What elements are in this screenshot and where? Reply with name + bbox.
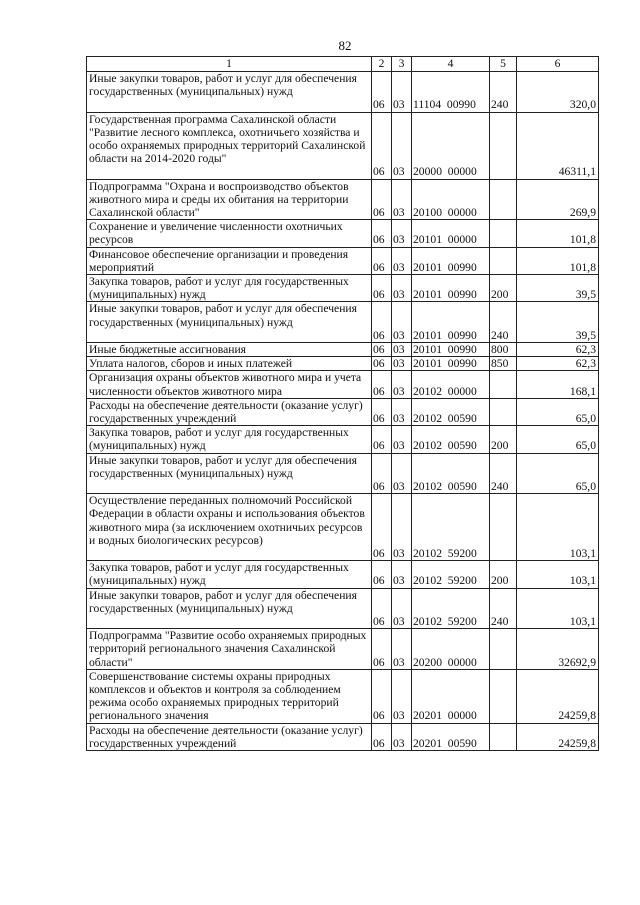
col-header-expense-type: 5 [490, 57, 517, 72]
row-target-code: 20102 00000 [412, 371, 490, 398]
table-row [87, 561, 599, 588]
row-expense-type: 240 [490, 588, 517, 629]
row-name: Подпрограмма "Развитие особо охраняемых природных территорий регионального значения Сахалинской области" [87, 629, 372, 670]
row-amount: 62,3 [517, 357, 599, 371]
row-expense-type [490, 247, 517, 274]
row-section: 06 [372, 72, 392, 113]
row-subsection: 03 [392, 669, 412, 723]
col-header-subsection: 3 [392, 57, 412, 72]
row-amount: 101,8 [517, 220, 599, 247]
row-target-code: 20100 00000 [412, 179, 490, 220]
col-header-amount: 6 [517, 57, 599, 72]
row-section: 06 [372, 247, 392, 274]
row-expense-type [490, 371, 517, 398]
row-subsection: 03 [392, 426, 412, 453]
row-name: Иные закупки товаров, работ и услуг для обеспечения государственных (муниципальных) нужд [87, 588, 372, 629]
row-target-code: 20102 59200 [412, 561, 490, 588]
row-target-code: 20102 00590 [412, 398, 490, 425]
table-row [87, 426, 599, 453]
row-expense-type: 200 [490, 426, 517, 453]
row-target-code: 11104 00990 [412, 72, 490, 113]
row-section: 06 [372, 220, 392, 247]
row-name: Закупка товаров, работ и услуг для государственных (муниципальных) нужд [87, 561, 372, 588]
row-target-code: 20102 59200 [412, 494, 490, 561]
row-amount: 168,1 [517, 371, 599, 398]
row-amount: 24259,8 [517, 723, 599, 750]
row-name: Расходы на обеспечение деятельности (оказание услуг) государственных учреждений [87, 723, 372, 750]
row-expense-type: 240 [490, 302, 517, 343]
row-amount: 65,0 [517, 426, 599, 453]
row-target-code: 20201 00590 [412, 723, 490, 750]
row-subsection: 03 [392, 588, 412, 629]
row-section: 06 [372, 275, 392, 302]
col-header-section: 2 [372, 57, 392, 72]
table-row [87, 398, 599, 425]
table-row [87, 275, 599, 302]
row-subsection: 03 [392, 275, 412, 302]
row-expense-type [490, 220, 517, 247]
row-section: 06 [372, 453, 392, 494]
row-section: 06 [372, 629, 392, 670]
row-amount: 39,5 [517, 275, 599, 302]
table-row [87, 371, 599, 398]
row-section: 06 [372, 112, 392, 179]
row-subsection: 03 [392, 398, 412, 425]
table-row [87, 357, 599, 371]
table-row [87, 494, 599, 561]
row-name: Иные бюджетные ассигнования [87, 343, 372, 357]
row-section: 06 [372, 723, 392, 750]
row-section: 06 [372, 343, 392, 357]
row-subsection: 03 [392, 302, 412, 343]
row-name: Финансовое обеспечение организации и проведения мероприятий [87, 247, 372, 274]
row-target-code: 20101 00000 [412, 220, 490, 247]
row-target-code: 20101 00990 [412, 275, 490, 302]
table-row [87, 302, 599, 343]
table-row [87, 179, 599, 220]
row-subsection: 03 [392, 247, 412, 274]
row-amount: 320,0 [517, 72, 599, 113]
row-subsection: 03 [392, 179, 412, 220]
page-number: 82 [338, 38, 352, 53]
row-name: Иные закупки товаров, работ и услуг для обеспечения государственных (муниципальных) нужд [87, 453, 372, 494]
table-row [87, 247, 599, 274]
table-row [87, 588, 599, 629]
row-expense-type [490, 179, 517, 220]
row-target-code: 20101 00990 [412, 247, 490, 274]
row-subsection: 03 [392, 561, 412, 588]
row-subsection: 03 [392, 357, 412, 371]
table-row [87, 220, 599, 247]
row-expense-type [490, 112, 517, 179]
row-amount: 65,0 [517, 398, 599, 425]
row-target-code: 20201 00000 [412, 669, 490, 723]
row-name: Закупка товаров, работ и услуг для государственных (муниципальных) нужд [87, 426, 372, 453]
row-expense-type: 240 [490, 72, 517, 113]
row-name: Уплата налогов, сборов и иных платежей [87, 357, 372, 371]
row-target-code: 20102 00590 [412, 426, 490, 453]
row-expense-type [490, 723, 517, 750]
row-amount: 46311,1 [517, 112, 599, 179]
row-amount: 103,1 [517, 494, 599, 561]
row-subsection: 03 [392, 220, 412, 247]
row-subsection: 03 [392, 494, 412, 561]
row-section: 06 [372, 426, 392, 453]
table-row [87, 112, 599, 179]
table-row [87, 723, 599, 750]
row-section: 06 [372, 302, 392, 343]
row-expense-type: 200 [490, 561, 517, 588]
row-amount: 65,0 [517, 453, 599, 494]
row-expense-type: 240 [490, 453, 517, 494]
table-row [87, 72, 599, 113]
row-name: Расходы на обеспечение деятельности (оказание услуг) государственных учреждений [87, 398, 372, 425]
table-row [87, 669, 599, 723]
row-section: 06 [372, 179, 392, 220]
row-target-code: 20102 59200 [412, 588, 490, 629]
row-section: 06 [372, 398, 392, 425]
row-target-code: 20101 00990 [412, 343, 490, 357]
row-amount: 269,9 [517, 179, 599, 220]
row-expense-type: 200 [490, 275, 517, 302]
row-name: Закупка товаров, работ и услуг для государственных (муниципальных) нужд [87, 275, 372, 302]
row-expense-type [490, 669, 517, 723]
row-subsection: 03 [392, 112, 412, 179]
row-section: 06 [372, 494, 392, 561]
row-target-code: 20200 00000 [412, 629, 490, 670]
budget-table [86, 56, 599, 751]
row-subsection: 03 [392, 72, 412, 113]
table-row [87, 453, 599, 494]
row-amount: 32692,9 [517, 629, 599, 670]
row-expense-type: 800 [490, 343, 517, 357]
row-expense-type [490, 629, 517, 670]
row-name: Подпрограмма "Охрана и воспроизводство объектов животного мира и среды их обитания на территории Сахалинской области" [87, 179, 372, 220]
row-amount: 103,1 [517, 588, 599, 629]
header-row [87, 57, 599, 72]
row-target-code: 20102 00590 [412, 453, 490, 494]
row-amount: 39,5 [517, 302, 599, 343]
row-expense-type [490, 398, 517, 425]
row-subsection: 03 [392, 371, 412, 398]
row-name: Государственная программа Сахалинской области "Развитие лесного комплекса, охотничьего хозяйства и особо охраняемых природных территорий Сахалинской области на 2014-2020 годы" [87, 112, 372, 179]
row-name: Сохранение и увеличение численности охотничьих ресурсов [87, 220, 372, 247]
row-target-code: 20101 00990 [412, 302, 490, 343]
row-name: Иные закупки товаров, работ и услуг для обеспечения государственных (муниципальных) нужд [87, 72, 372, 113]
row-expense-type [490, 494, 517, 561]
row-section: 06 [372, 357, 392, 371]
row-subsection: 03 [392, 343, 412, 357]
row-name: Иные закупки товаров, работ и услуг для обеспечения государственных (муниципальных) нужд [87, 302, 372, 343]
col-header-target-code: 4 [412, 57, 490, 72]
row-amount: 101,8 [517, 247, 599, 274]
row-section: 06 [372, 561, 392, 588]
row-section: 06 [372, 371, 392, 398]
row-subsection: 03 [392, 723, 412, 750]
table-row [87, 343, 599, 357]
row-name: Осуществление переданных полномочий Российской Федерации в области охраны и использования объектов животного мира (за исключением охотничьих ресурсов и водных биологических ресурсов) [87, 494, 372, 561]
row-name: Совершенствование системы охраны природных комплексов и объектов и контроля за соблюдением режима особо охраняемых природных территорий регионального значения [87, 669, 372, 723]
row-amount: 103,1 [517, 561, 599, 588]
row-target-code: 20000 00000 [412, 112, 490, 179]
row-amount: 24259,8 [517, 669, 599, 723]
row-expense-type: 850 [490, 357, 517, 371]
row-subsection: 03 [392, 629, 412, 670]
table-row [87, 629, 599, 670]
row-section: 06 [372, 669, 392, 723]
row-subsection: 03 [392, 453, 412, 494]
col-header-name: 1 [87, 57, 372, 72]
row-section: 06 [372, 588, 392, 629]
row-target-code: 20101 00990 [412, 357, 490, 371]
row-amount: 62,3 [517, 343, 599, 357]
row-name: Организация охраны объектов животного мира и учета численности объектов животного мира [87, 371, 372, 398]
